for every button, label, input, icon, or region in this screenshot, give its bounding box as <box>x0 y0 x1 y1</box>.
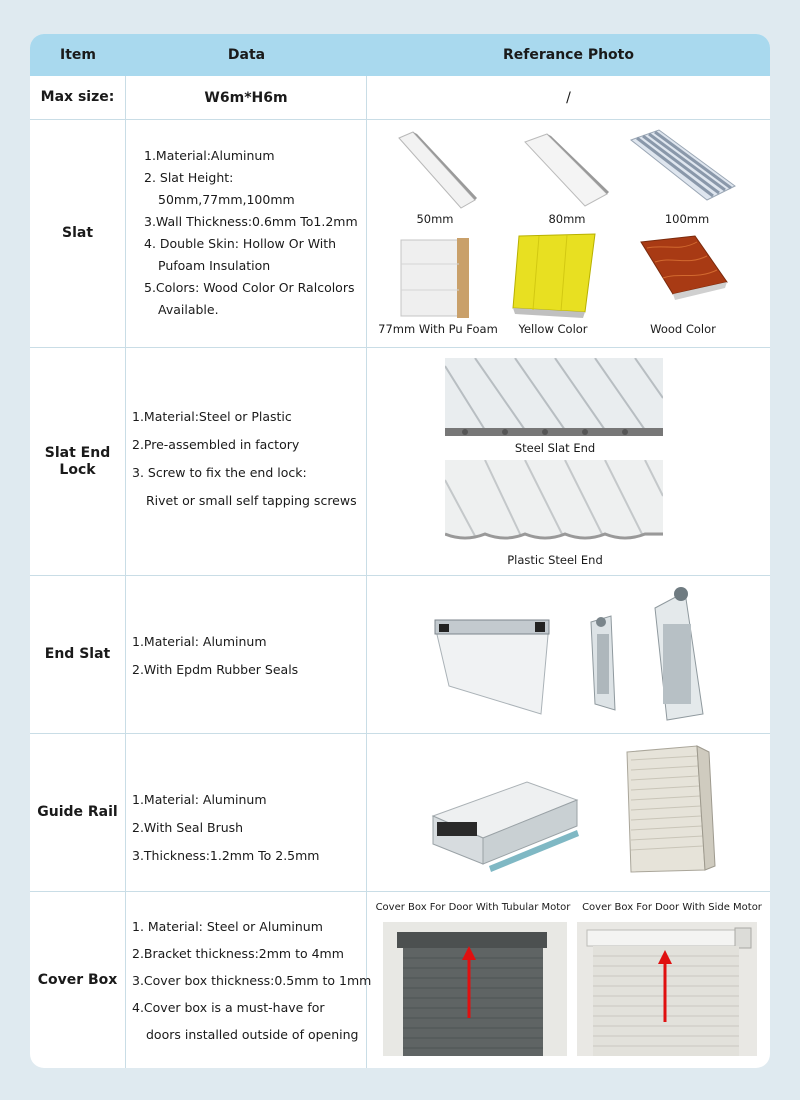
header-item: Item <box>60 47 96 63</box>
cover-box-line: 3.Cover box thickness:0.5mm to 1mm <box>132 973 372 988</box>
max-size-value: W6m*H6m <box>126 76 367 119</box>
slat-photos <box>367 120 770 347</box>
slat-50mm-image <box>389 130 479 210</box>
row-guide-rail <box>30 734 770 892</box>
cover-box-line: 1. Material: Steel or Aluminum <box>132 919 323 934</box>
cover-box-label: Cover Box <box>37 971 118 988</box>
end-slat-section-small-image <box>585 614 629 714</box>
cover-box-side-motor-image <box>577 922 757 1056</box>
slat-line: 2. Slat Height: <box>144 170 234 185</box>
slat-end-lock-line: 2.Pre-assembled in factory <box>132 437 300 452</box>
spec-card <box>30 34 770 1068</box>
slat-line: 5.Colors: Wood Color Or Ralcolors <box>144 280 355 295</box>
slat-end-lock-caption: Steel Slat End <box>514 441 596 455</box>
cover-box-data <box>126 892 372 1068</box>
slat-end-lock-photos <box>367 348 770 575</box>
slat-line: 50mm,77mm,100mm <box>158 192 295 207</box>
guide-rail-line: 3.Thickness:1.2mm To 2.5mm <box>132 848 320 863</box>
max-size-photo: / <box>566 89 571 106</box>
cover-box-line: doors installed outside of opening <box>146 1027 359 1042</box>
end-slat-data <box>126 576 367 733</box>
slat-caption: Yellow Color <box>518 322 588 336</box>
guide-rail-label: Guide Rail <box>37 804 118 820</box>
slat-label: Slat <box>61 225 94 241</box>
slat-line: 4. Double Skin: Hollow Or With <box>144 236 337 251</box>
row-max-size <box>30 76 770 120</box>
row-slat <box>30 120 770 348</box>
guide-rail-data <box>126 734 367 891</box>
slat-end-lock-line: 3. Screw to fix the end lock: <box>132 465 307 480</box>
slat-caption: Wood Color <box>650 322 716 336</box>
end-slat-label: End Slat <box>44 646 111 662</box>
slat-end-lock-caption: Plastic Steel End <box>507 553 603 567</box>
cover-box-line: 4.Cover box is a must-have for <box>132 1000 325 1015</box>
slat-line: Available. <box>158 302 219 317</box>
slat-wood-image <box>639 234 729 316</box>
end-slat-photos <box>367 576 770 733</box>
row-slat-end-lock <box>30 348 770 576</box>
cover-box-tubular-motor-image <box>383 922 567 1056</box>
slat-end-lock-line: Rivet or small self tapping screws <box>146 493 357 508</box>
cover-box-caption: Cover Box For Door With Tubular Motor <box>375 902 571 913</box>
slat-data <box>126 120 367 347</box>
slat-yellow-image <box>509 230 599 320</box>
cover-box-photos <box>367 892 770 1068</box>
end-slat-profile-image <box>429 616 557 720</box>
guide-rail-box-image <box>617 742 717 878</box>
table-header <box>30 34 770 76</box>
guide-rail-profile-image <box>427 778 587 878</box>
steel-slat-end-image <box>445 358 663 442</box>
slat-line: 1.Material:Aluminum <box>144 148 275 163</box>
slat-caption: 50mm <box>416 212 454 226</box>
cover-box-caption: Cover Box For Door With Side Motor <box>582 902 762 913</box>
slat-caption: 100mm <box>664 212 710 226</box>
slat-end-lock-label: Slat End Lock <box>44 444 111 478</box>
slat-end-lock-data <box>126 348 367 575</box>
plastic-steel-end-image <box>445 460 663 546</box>
row-cover-box <box>30 892 770 1068</box>
slat-line: Pufoam Insulation <box>158 258 271 273</box>
end-slat-section-large-image <box>649 584 707 724</box>
slat-caption: 80mm <box>548 212 586 226</box>
guide-rail-line: 2.With Seal Brush <box>132 820 244 835</box>
guide-rail-photos <box>367 734 770 891</box>
slat-caption: 77mm With Pu Foam <box>378 322 498 336</box>
slat-end-lock-line: 1.Material:Steel or Plastic <box>132 409 292 424</box>
cover-box-line: 2.Bracket thickness:2mm to 4mm <box>132 946 344 961</box>
max-size-label: Max size: <box>40 89 115 105</box>
slat-100mm-image <box>629 128 739 208</box>
slat-line: 3.Wall Thickness:0.6mm To1.2mm <box>144 214 358 229</box>
header-data: Data <box>227 47 266 63</box>
slat-80mm-image <box>519 132 609 212</box>
row-end-slat <box>30 576 770 734</box>
slat-pu-foam-image <box>397 234 479 320</box>
guide-rail-line: 1.Material: Aluminum <box>132 792 267 807</box>
header-photo: Referance Photo <box>502 47 634 63</box>
end-slat-line: 1.Material: Aluminum <box>132 634 267 649</box>
end-slat-line: 2.With Epdm Rubber Seals <box>132 662 299 677</box>
